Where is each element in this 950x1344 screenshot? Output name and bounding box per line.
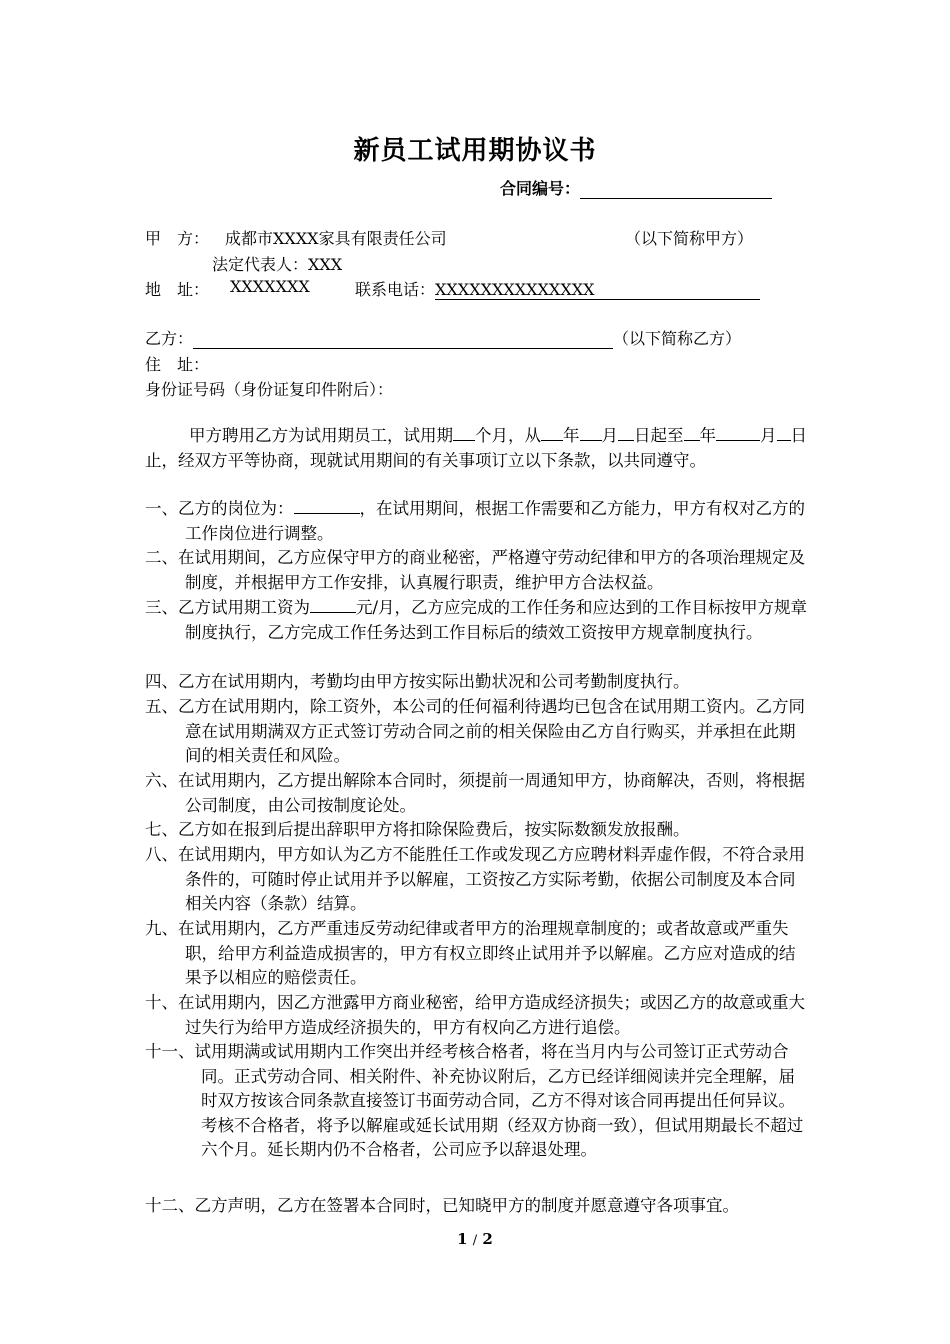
clause-11: 十一、试用期满或试用期内工作突出并经考核合格者，将在当月内与公司签订正式劳动合同。正式劳动合同、相关附件、补充协议附后，乙方已经详细阅读并完全理解，届时双方按该合同条款直接签订书面劳动合同，乙方不得对该合同再提出任何异议。考核不合格者，将予以解雇或延长试用期（经双方协商一致），但试用期最长不超过六个月。延长期内仍不合格者，公司应予以辞退处理。	[145, 1042, 804, 1159]
party-a-address-value: XXXXXXX	[230, 277, 310, 296]
clause-1: 一、乙方的岗位为： ，在试用期间，根据工作需要和乙方能力，甲方有权对乙方的工作岗位进行调整。	[145, 499, 805, 543]
start-month-blank	[580, 424, 602, 441]
contract-number-blank	[580, 182, 772, 199]
contract-number-label: 合同编号：	[500, 179, 581, 198]
party-b-id-label: 身份证号码（身份证复印件附后）：	[145, 380, 394, 399]
page-number	[0, 1230, 950, 1248]
legal-rep-label: 法定代表人：	[212, 255, 309, 274]
end-month-blank	[716, 424, 744, 441]
party-b	[145, 326, 741, 349]
salary-blank	[310, 596, 356, 613]
current-page: 1	[457, 1230, 468, 1248]
page-separator: /	[472, 1233, 478, 1248]
clause-3: 三、乙方试用期工资为 元/月，乙方应完成的工作任务和应达到的工作目标按甲方规章制度执行，乙方完成工作任务达到工作目标后的绩效工资按甲方规章制度执行。	[145, 598, 808, 642]
party-b-label: 乙方：	[145, 329, 194, 348]
legal-representative	[212, 252, 342, 275]
total-pages: 2	[482, 1230, 493, 1248]
end-month-blank-2	[744, 424, 760, 441]
party-b-name-blank	[193, 331, 613, 349]
intro-paragraph: 甲方聘用乙方为试用期员工，试用期 个月，从 年 月 日起至 年 月 日止，经双方平等协商，现就试用期间的有关事项订立以下条款，以共同遵守。	[145, 426, 807, 470]
contract-number	[500, 176, 772, 199]
party-a-name: 成都市XXXX家具有限责任公司	[225, 229, 447, 248]
start-year-blank	[541, 424, 563, 441]
start-day-blank	[618, 424, 634, 441]
clause-12: 十二、乙方声明，乙方在签署本合同时，已知晓甲方的制度并愿意遵守各项事宜。	[145, 1196, 739, 1215]
clause-4: 四、乙方在试用期内，考勤均由甲方按实际出勤状况和公司考勤制度执行。	[145, 672, 690, 691]
clause-7: 七、乙方如在报到后提出辞职甲方将扣除保险费后，按实际数额发放报酬。	[145, 820, 690, 839]
party-b-abbr: （以下简称乙方）	[613, 329, 742, 348]
legal-rep-value: XXX	[308, 255, 343, 274]
position-blank	[294, 497, 360, 514]
clause-5: 五、乙方在试用期内，除工资外，本公司的任何福利待遇均已包含在试用期工资内。乙方同意在试用期满双方正式签订劳动合同之前的相关保险由乙方自行购买，并承担在此期间的相关责任和风险。	[145, 697, 805, 765]
party-a-phone	[355, 277, 760, 300]
probation-months-blank	[453, 424, 475, 441]
party-a-abbr: （以下简称甲方）	[625, 229, 754, 248]
document-title: 新员工试用期协议书	[353, 136, 597, 166]
party-a-phone-label: 联系电话：	[355, 280, 436, 299]
clause-6: 六、在试用期内，乙方提出解除本合同时，须提前一周通知甲方，协商解决，否则，将根据公司制度，由公司按制度论处。	[145, 771, 805, 815]
clause-2: 二、在试用期间，乙方应保守甲方的商业秘密，严格遵守劳动纪律和甲方的各项治理规定及制度，并根据甲方工作安排，认真履行职责，维护甲方合法权益。	[145, 548, 805, 592]
clause-9: 九、在试用期内，乙方严重违反劳动纪律或者甲方的治理规章制度的；或者故意或严重失职，给甲方利益造成损害的，甲方有权立即终止试用并予以解雇。乙方应对造成的结果予以相应的赔偿责任。	[145, 919, 796, 987]
party-a-phone-value: XXXXXXXXXXXXXX	[435, 280, 760, 300]
clause-8: 八、在试用期内，甲方如认为乙方不能胜任工作或发现乙方应聘材料弄虚作假，不符合录用条件的，可随时停止试用并予以解雇，工资按乙方实际考勤，依据公司制度及本合同相关内容（条款）结算。	[145, 845, 805, 913]
party-a-address-label: 地 址：	[145, 280, 210, 299]
party-b-address-label: 住 址：	[145, 355, 210, 374]
end-day-blank	[777, 424, 791, 441]
party-a-label: 甲 方：	[145, 229, 210, 248]
end-year-blank	[684, 424, 700, 441]
clause-10: 十、在试用期内，因乙方泄露甲方商业秘密，给甲方造成经济损失；或因乙方的故意或重大过失行为给甲方造成经济损失的，甲方有权向乙方进行追偿。	[145, 993, 805, 1037]
